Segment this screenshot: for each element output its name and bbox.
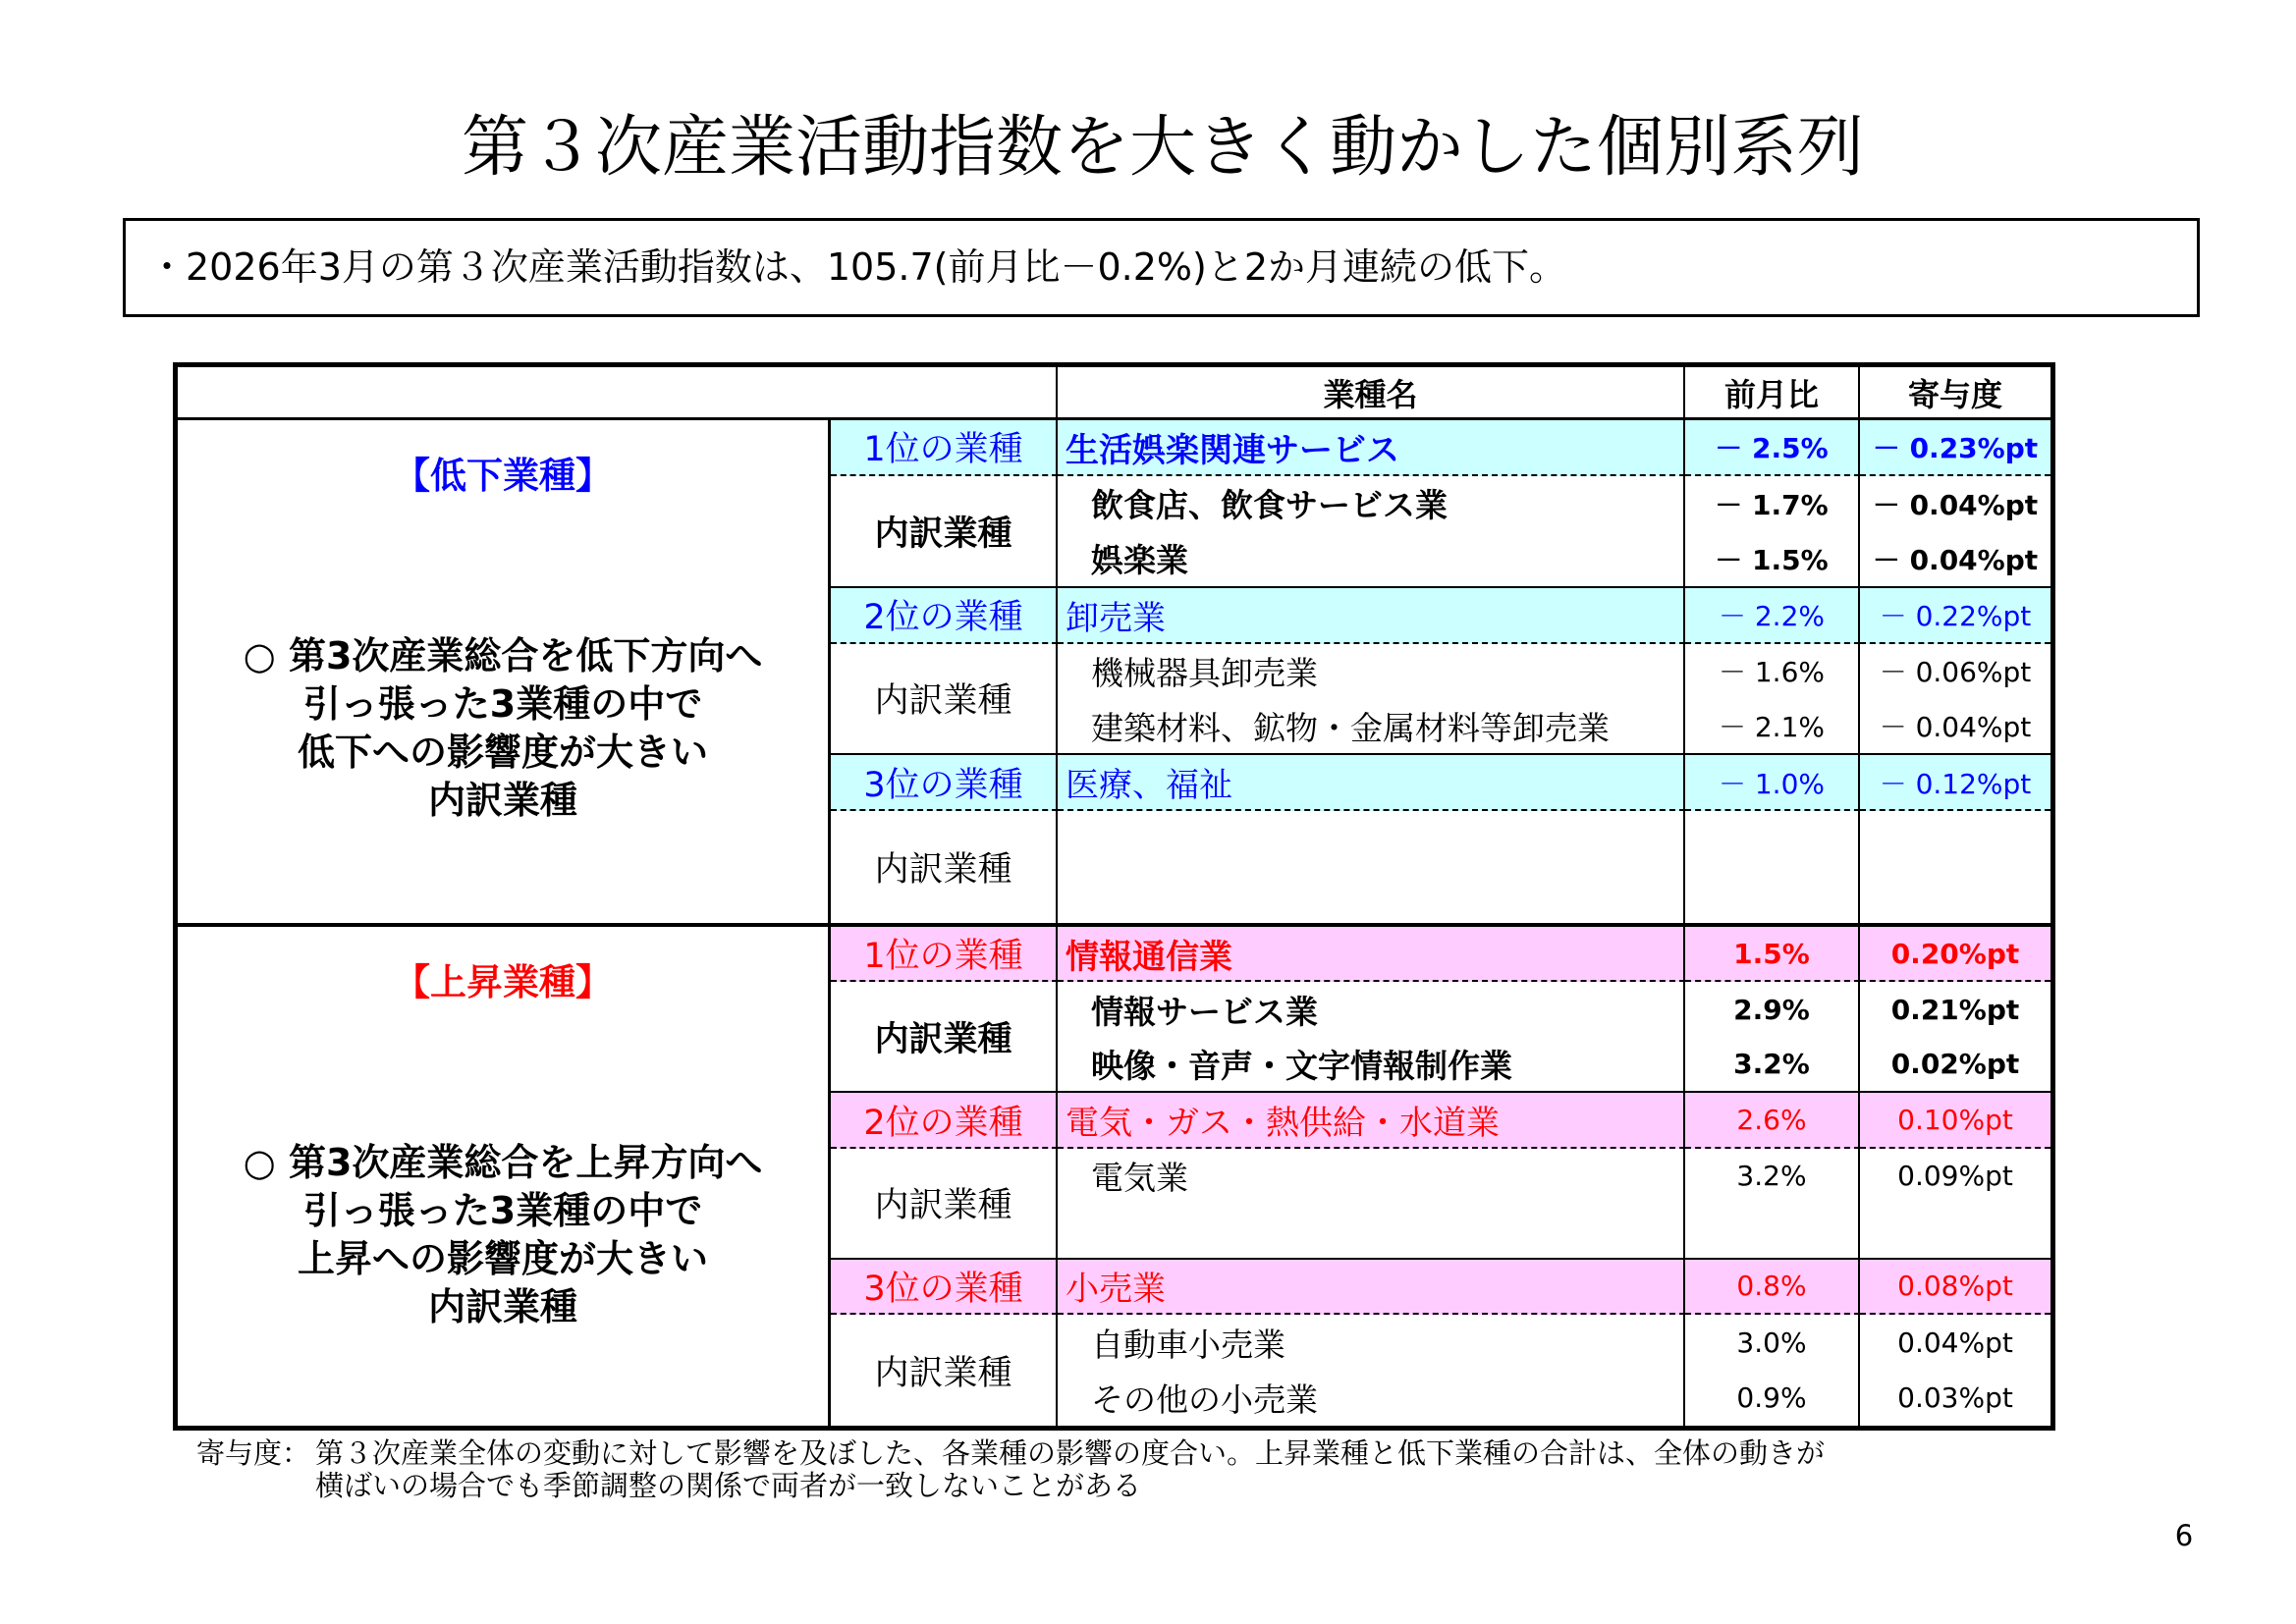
rank-label: 3位の業種 bbox=[831, 755, 1058, 811]
breakdown-label: 内訳業種 bbox=[831, 982, 1058, 1093]
breakdown-name: 娯楽業 bbox=[1091, 541, 1188, 580]
industry-table bbox=[173, 362, 2055, 1431]
breakdown-contribution-value: － 0.04%pt bbox=[1879, 711, 2032, 744]
breakdown-mom-values bbox=[1685, 644, 1860, 756]
breakdown-mom-values bbox=[1685, 476, 1860, 588]
breakdown-mom-value: 3.2% bbox=[1736, 1159, 1807, 1192]
mom-change-value: 2.6% bbox=[1685, 1093, 1860, 1148]
breakdown-label: 内訳業種 bbox=[831, 1315, 1058, 1426]
page-title: 第３次産業活動指数を大きく動かした個別系列 bbox=[461, 109, 1864, 187]
group-label-cell bbox=[178, 927, 831, 1426]
industry-name: 医療、福祉 bbox=[1058, 755, 1685, 811]
breakdown-names bbox=[1058, 811, 1685, 923]
footnote-line: 第３次産業全体の変動に対して影響を及ぼした、各業種の影響の度合い。上昇業種と低下業種の合計は、全体の動きが bbox=[315, 1436, 1826, 1470]
breakdown-label: 内訳業種 bbox=[831, 476, 1058, 588]
breakdown-name: 飲食店、飲食サービス業 bbox=[1091, 486, 1448, 525]
breakdown-contribution-values bbox=[1860, 811, 2050, 923]
breakdown-contribution-value: 0.21%pt bbox=[1890, 993, 2020, 1026]
industry-name: 小売業 bbox=[1058, 1260, 1685, 1315]
industry-name: 卸売業 bbox=[1058, 588, 1685, 644]
group-heading: 【上昇業種】 bbox=[394, 961, 612, 1003]
breakdown-mom-values bbox=[1685, 811, 1860, 923]
rank-label: 3位の業種 bbox=[831, 1260, 1058, 1315]
breakdown-mom-value: － 2.1% bbox=[1718, 711, 1826, 744]
rank-label: 2位の業種 bbox=[831, 588, 1058, 644]
breakdown-contribution-values bbox=[1860, 1149, 2050, 1260]
breakdown-name: 映像・音声・文字情報制作業 bbox=[1091, 1047, 1512, 1086]
breakdown-contribution-values bbox=[1860, 982, 2050, 1093]
contribution-value: － 0.23%pt bbox=[1860, 420, 2050, 476]
description-line: ○ 第3次産業総合を低下方向へ bbox=[243, 634, 763, 677]
contribution-value: 0.10%pt bbox=[1860, 1093, 2050, 1148]
footnote-text bbox=[315, 1437, 1825, 1502]
description-line: 内訳業種 bbox=[427, 779, 577, 822]
footnote-label: 寄与度： bbox=[196, 1436, 311, 1470]
header-blank-cell bbox=[178, 367, 1058, 417]
mom-change-value: 1.5% bbox=[1685, 927, 1860, 982]
industry-name: 電気・ガス・熱供給・水道業 bbox=[1058, 1093, 1685, 1148]
description-line: 引っ張った3業種の中で bbox=[302, 682, 703, 726]
breakdown-mom-value: － 1.7% bbox=[1715, 488, 1829, 521]
breakdown-names bbox=[1058, 476, 1685, 588]
mom-change-value: － 2.2% bbox=[1685, 588, 1860, 644]
breakdown-names bbox=[1058, 1315, 1685, 1426]
breakdown-names bbox=[1058, 644, 1685, 756]
group-heading: 【低下業種】 bbox=[394, 455, 612, 497]
description-line: 上昇への影響度が大きい bbox=[297, 1237, 708, 1280]
breakdown-contribution-value: － 0.04%pt bbox=[1872, 488, 2039, 521]
summary-box bbox=[123, 218, 2200, 317]
breakdown-contribution-value: 0.09%pt bbox=[1897, 1159, 2013, 1192]
mom-change-value: － 2.5% bbox=[1685, 420, 1860, 476]
decline-group bbox=[178, 420, 2050, 927]
breakdown-name: 建築材料、鉱物・金属材料等卸売業 bbox=[1091, 708, 1610, 747]
rise-group bbox=[178, 927, 2050, 1426]
description-line: 引っ張った3業種の中で bbox=[302, 1189, 703, 1232]
industry-name: 情報通信業 bbox=[1058, 927, 1685, 982]
table-header-row bbox=[178, 367, 2050, 420]
breakdown-contribution-values bbox=[1860, 476, 2050, 588]
breakdown-mom-value: 3.2% bbox=[1733, 1048, 1810, 1081]
breakdown-mom-values bbox=[1685, 1149, 1860, 1260]
breakdown-label: 内訳業種 bbox=[831, 1149, 1058, 1260]
mom-change-value: 0.8% bbox=[1685, 1260, 1860, 1315]
breakdown-contribution-value: － 0.04%pt bbox=[1872, 543, 2039, 576]
group-description bbox=[178, 632, 828, 825]
breakdown-names bbox=[1058, 982, 1685, 1093]
breakdown-contribution-values bbox=[1860, 1315, 2050, 1426]
breakdown-mom-value: 0.9% bbox=[1736, 1381, 1807, 1415]
group-description bbox=[178, 1139, 828, 1331]
contribution-value: 0.08%pt bbox=[1860, 1260, 2050, 1315]
breakdown-contribution-value: 0.02%pt bbox=[1890, 1048, 2020, 1081]
rank-label: 1位の業種 bbox=[831, 420, 1058, 476]
breakdown-mom-value: 3.0% bbox=[1736, 1326, 1807, 1359]
breakdown-mom-value: － 1.6% bbox=[1718, 656, 1826, 689]
header-mom-change: 前月比 bbox=[1685, 367, 1860, 417]
contribution-value: 0.20%pt bbox=[1860, 927, 2050, 982]
breakdown-names bbox=[1058, 1149, 1685, 1260]
breakdown-mom-values bbox=[1685, 1315, 1860, 1426]
breakdown-contribution-value: 0.03%pt bbox=[1897, 1381, 2013, 1415]
description-line: 低下への影響度が大きい bbox=[297, 731, 708, 774]
breakdown-label: 内訳業種 bbox=[831, 644, 1058, 756]
breakdown-mom-value: － 1.5% bbox=[1715, 543, 1829, 576]
contribution-value: － 0.22%pt bbox=[1860, 588, 2050, 644]
breakdown-name: 機械器具卸売業 bbox=[1091, 653, 1318, 692]
breakdown-label: 内訳業種 bbox=[831, 811, 1058, 923]
summary-text: ・2026年3月の第３次産業活動指数は、105.7(前月比－0.2%)と2か月連続の低下。 bbox=[148, 245, 1567, 289]
breakdown-contribution-value: 0.04%pt bbox=[1897, 1326, 2013, 1359]
header-contribution: 寄与度 bbox=[1907, 375, 2002, 413]
breakdown-name: 情報サービス業 bbox=[1091, 992, 1318, 1031]
contribution-value: － 0.12%pt bbox=[1860, 755, 2050, 811]
breakdown-contribution-values bbox=[1860, 644, 2050, 756]
mom-change-value: － 1.0% bbox=[1685, 755, 1860, 811]
breakdown-name: 自動車小売業 bbox=[1091, 1325, 1285, 1364]
breakdown-name: 電気業 bbox=[1091, 1158, 1188, 1197]
rank-label: 2位の業種 bbox=[831, 1093, 1058, 1148]
rank-label: 1位の業種 bbox=[831, 927, 1058, 982]
footnote-line: 横ばいの場合でも季節調整の関係で両者が一致しないことがある bbox=[315, 1469, 1142, 1502]
description-line: ○ 第3次産業総合を上昇方向へ bbox=[243, 1141, 763, 1184]
industry-name: 生活娯楽関連サービス bbox=[1058, 420, 1685, 476]
header-industry-name: 業種名 bbox=[1058, 367, 1685, 417]
group-label-cell bbox=[178, 420, 831, 923]
breakdown-name: その他の小売業 bbox=[1091, 1380, 1318, 1420]
breakdown-contribution-value: － 0.06%pt bbox=[1879, 656, 2032, 689]
breakdown-mom-value: 2.9% bbox=[1733, 993, 1810, 1026]
breakdown-mom-values bbox=[1685, 982, 1860, 1093]
page-number: 6 bbox=[2174, 1519, 2194, 1552]
description-line: 内訳業種 bbox=[427, 1285, 577, 1328]
